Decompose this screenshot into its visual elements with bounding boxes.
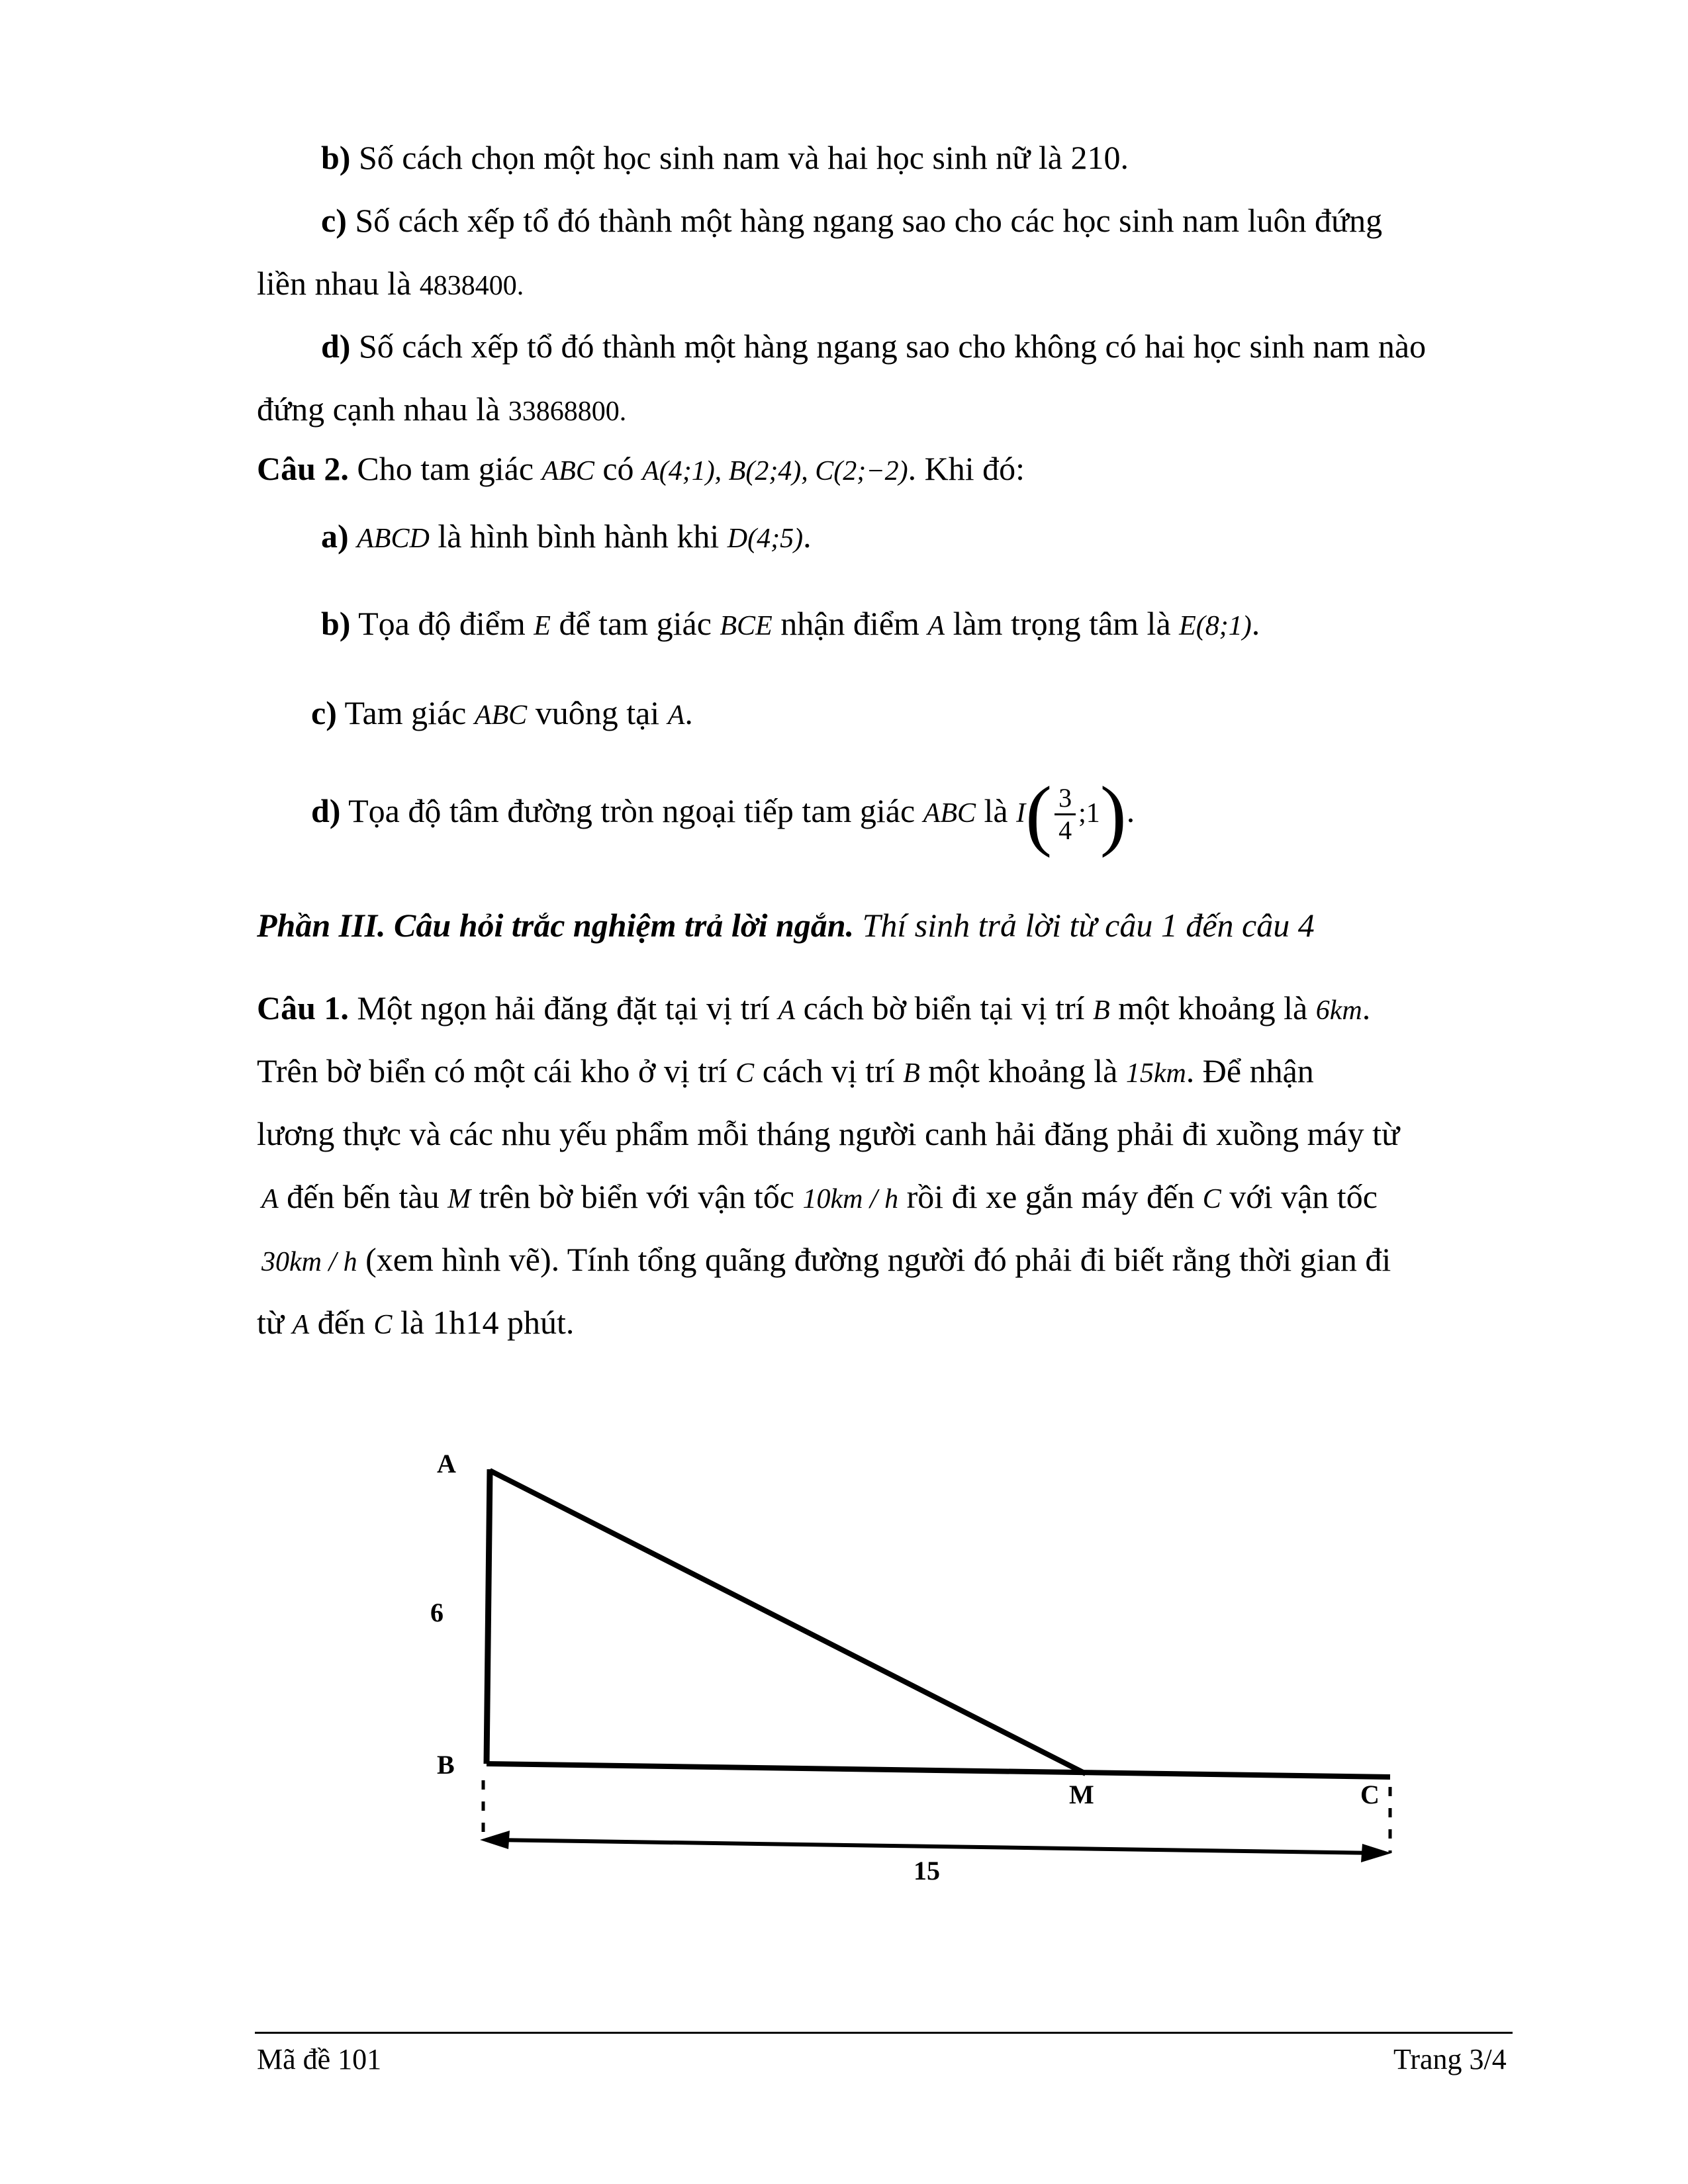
q2-b-label: b) — [321, 605, 351, 642]
q1-c-label: c) — [321, 202, 347, 239]
q2-d-ABC: ABC — [923, 798, 976, 829]
q2-d-text-2: là — [984, 792, 1008, 829]
p3q1-A: A — [778, 995, 796, 1026]
part3-title: Phần III. Câu hỏi trắc nghiệm trả lời ngắn. — [257, 907, 855, 944]
q2-intro-a: Cho tam giác — [357, 450, 534, 487]
p3q1-v2: 30km / h — [261, 1247, 357, 1277]
p3q1-l1a: Một ngọn hải đăng đặt tại vị trí — [357, 989, 770, 1026]
q2-intro-b: có — [602, 450, 634, 487]
fig-label-M: M — [1069, 1780, 1094, 1809]
p3q1-l4d: với vận tốc — [1229, 1178, 1378, 1215]
q2-c-text-1: Tam giác — [344, 694, 467, 731]
q1-d-value: 33868800 — [508, 396, 620, 427]
p3q1-dist1: 6km — [1315, 995, 1362, 1026]
arrow-right — [1361, 1844, 1391, 1862]
q2-a-math: ABCD — [357, 523, 430, 554]
q1-b-label: b) — [321, 139, 351, 176]
q2-triangle: ABC — [541, 456, 594, 486]
footer-page-number: Trang 3/4 — [1393, 2043, 1507, 2075]
segment-AB — [487, 1469, 490, 1764]
q2-c-text-2: vuông tại — [535, 694, 660, 731]
q2-c-ABC: ABC — [474, 700, 528, 731]
q2-a-text: là hình bình hành khi — [438, 518, 720, 555]
p3q1-dist2: 15km — [1125, 1058, 1186, 1089]
p3q1-A-2: A — [261, 1184, 279, 1214]
q2-b-text-2: để tam giác — [559, 605, 712, 642]
q1-b-text: Số cách chọn một học sinh nam và hai học sinh nữ là 210. — [358, 139, 1129, 176]
p3q1-l2b: cách vị trí — [762, 1052, 895, 1089]
q2-d-I: I — [1016, 798, 1026, 829]
p3q1-l3: lương thực và các nhu yếu phẩm mỗi tháng người canh hải đăng phải đi xuồng máy từ — [257, 1115, 1400, 1152]
fig-label-A: A — [437, 1449, 456, 1479]
p3q1-l2a: Trên bờ biển có một cái kho ở vị trí — [257, 1052, 727, 1089]
q1-c-text-2a: liền nhau là — [257, 265, 412, 302]
footer-rule — [255, 2032, 1513, 2034]
p3q1-l1b: cách bờ biển tại vị trí — [803, 989, 1085, 1026]
p3q1-C-3: C — [373, 1310, 393, 1340]
segment-AM — [490, 1471, 1086, 1774]
fig-label-B: B — [437, 1750, 455, 1780]
q2-option-d: d) Tọa độ tâm đường tròn ngoại tiếp tam giác ABC là I( $\frac{3}{4}$ ;1). — [311, 770, 1135, 858]
q2-d-rest: ;1 — [1078, 798, 1100, 829]
fig-label-6: 6 — [430, 1598, 444, 1627]
q2-coords: A(4;1), B(2;4), C(2;−2) — [642, 456, 908, 486]
q1-c-value: 4838400 — [419, 271, 517, 301]
q1-d-label: d) — [321, 328, 351, 365]
p3q1-B-2: B — [903, 1058, 920, 1089]
q2-option-a: a) ABCD là hình bình hành khi D(4;5). — [321, 518, 812, 555]
q2-b-point: E(8;1) — [1179, 611, 1252, 641]
q2-option-c: c) Tam giác ABC vuông tại A. — [311, 694, 693, 731]
p3q1-l2d: . Để nhận — [1186, 1052, 1314, 1089]
q2-d-num: 3 — [1055, 783, 1076, 815]
p3q1-l4c: rồi đi xe gắn máy đến — [906, 1178, 1195, 1215]
q2-b-text-3: nhận điểm — [780, 605, 919, 642]
q2-d-label: d) — [311, 792, 341, 829]
q2-c-label: c) — [311, 694, 337, 731]
p3q1-v1: 10km / h — [802, 1184, 899, 1214]
p3q1-l4b: trên bờ biển với vận tốc — [479, 1178, 794, 1215]
q1-d-text-2b: . — [619, 396, 627, 427]
fig-label-C: C — [1360, 1780, 1380, 1809]
p3q1-l2c: một khoảng là — [928, 1052, 1118, 1089]
q2-c-A: A — [667, 700, 685, 731]
q1-d-text-2a: đứng cạnh nhau là — [257, 390, 500, 428]
q2-option-b: b) Tọa độ điểm E để tam giác BCE nhận điểm A làm trọng tâm là E(8;1). — [321, 605, 1260, 642]
q2-d-den: 4 — [1058, 815, 1072, 846]
q2-d-text-1: Tọa độ tâm đường tròn ngoại tiếp tam giác — [348, 792, 915, 829]
p3q1-C: C — [735, 1058, 755, 1089]
arrow-left — [480, 1831, 510, 1849]
footer-exam-code: Mã đề 101 — [257, 2043, 382, 2075]
p3q1-l6a: từ — [257, 1304, 284, 1341]
p3q1-line1: Câu 1. Một ngọn hải đăng đặt tại vị trí A cách bờ biển tại vị trí B một khoảng là 6km. — [257, 989, 1371, 1026]
q1-c-text-2b: . — [516, 271, 524, 301]
q2-b-text-1: Tọa độ điểm — [358, 605, 526, 642]
part3-subtitle: Thí sinh trả lời từ câu 1 đến câu 4 — [862, 907, 1315, 944]
q2-intro-c: . Khi đó: — [908, 450, 1025, 487]
q2-b-A: A — [927, 611, 945, 641]
q2-a-label: a) — [321, 518, 349, 555]
q2-b-BCE: BCE — [720, 611, 773, 641]
p3q1-C-2: C — [1202, 1184, 1221, 1214]
q2-b-text-4: làm trọng tâm là — [953, 605, 1171, 642]
p3q1-l6b: đến — [317, 1304, 365, 1341]
segment-BC — [487, 1764, 1390, 1777]
p3q1-l6c: là 1h14 phút. — [400, 1304, 575, 1341]
p3q1-M: M — [447, 1184, 471, 1214]
p3q1-l4a: đến bến tàu — [287, 1178, 440, 1215]
q1-d-text-1: Số cách xếp tổ đó thành một hàng ngang sao cho không có hai học sinh nam nào — [358, 328, 1427, 365]
p3q1-l5: (xem hình vẽ). Tính tổng quãng đường người đó phải đi biết rằng thời gian đi — [365, 1241, 1391, 1278]
q1-c-text-1: Số cách xếp tổ đó thành một hàng ngang sao cho các học sinh nam luôn đứng — [355, 202, 1383, 239]
p3q1-l1c: một khoảng là — [1118, 989, 1308, 1026]
fig-label-15: 15 — [914, 1856, 940, 1886]
q2-b-E: E — [534, 611, 551, 641]
p3q1-A-3: A — [292, 1310, 310, 1340]
q2-label: Câu 2. — [257, 450, 349, 487]
q2-a-point: D(4;5) — [727, 523, 804, 554]
p3q1-label: Câu 1. — [257, 989, 349, 1026]
dimension-line — [493, 1840, 1377, 1853]
p3q1-B: B — [1093, 995, 1110, 1026]
